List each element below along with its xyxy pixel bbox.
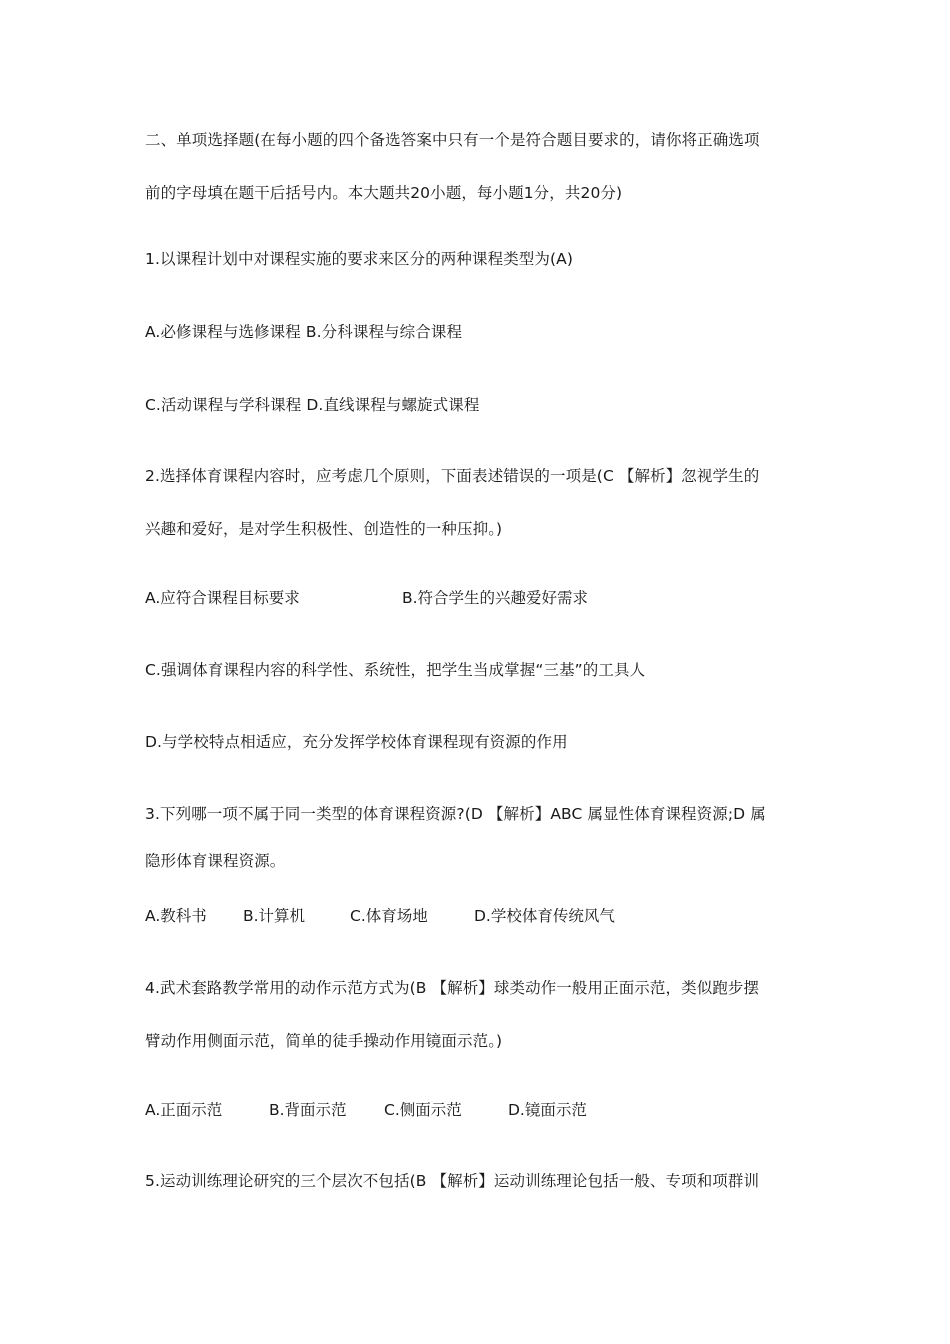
question-3-option-a: A.教科书 <box>145 907 207 925</box>
question-2-option-c: C.强调体育课程内容的科学性、系统性，把学生当成掌握“三基”的工具人 <box>145 661 646 679</box>
question-1-stem: 1.以课程计划中对课程实施的要求来区分的两种课程类型为(A) <box>145 250 573 268</box>
question-4-option-a: A.正面示范 <box>145 1101 223 1119</box>
question-4-option-d: D.镜面示范 <box>508 1101 587 1119</box>
question-4-option-c: C.侧面示范 <box>384 1101 462 1119</box>
question-2-stem-line-1: 2.选择体育课程内容时，应考虑几个原则，下面表述错误的一项是(C 【解析】忽视学生的 <box>145 467 760 485</box>
question-4-option-b: B.背面示范 <box>269 1101 347 1119</box>
question-3-option-c: C.体育场地 <box>350 907 428 925</box>
question-4-stem-line-2: 臂动作用侧面示范，简单的徒手操动作用镜面示范。) <box>145 1032 503 1050</box>
question-3-stem-line-2: 隐形体育课程资源。 <box>145 852 286 870</box>
question-2-stem-line-2: 兴趣和爱好，是对学生积极性、创造性的一种压抑。) <box>145 520 503 538</box>
question-3-option-b: B.计算机 <box>243 907 306 925</box>
question-5-stem-line-1: 5.运动训练理论研究的三个层次不包括(B 【解析】运动训练理论包括一般、专项和项群训 <box>145 1172 760 1190</box>
question-3-stem-line-1: 3.下列哪一项不属于同一类型的体育课程资源?(D 【解析】ABC 属显性体育课程资源;D 属 <box>145 805 766 823</box>
question-2-option-d: D.与学校特点相适应，充分发挥学校体育课程现有资源的作用 <box>145 733 568 751</box>
question-2-option-b: B.符合学生的兴趣爱好需求 <box>402 589 589 607</box>
question-3-option-d: D.学校体育传统风气 <box>474 907 615 925</box>
question-1-options-line-1: A.必修课程与选修课程 B.分科课程与综合课程 <box>145 323 463 341</box>
section-intro-line-1: 二、单项选择题(在每小题的四个备选答案中只有一个是符合题目要求的，请你将正确选项 <box>145 131 760 149</box>
question-1-options-line-2: C.活动课程与学科课程 D.直线课程与螺旋式课程 <box>145 396 480 414</box>
section-intro-line-2: 前的字母填在题干后括号内。本大题共20小题，每小题1分，共20分) <box>145 184 623 202</box>
question-2-option-a: A.应符合课程目标要求 <box>145 589 300 607</box>
question-4-stem-line-1: 4.武术套路教学常用的动作示范方式为(B 【解析】球类动作一般用正面示范，类似跑步摆 <box>145 979 760 997</box>
